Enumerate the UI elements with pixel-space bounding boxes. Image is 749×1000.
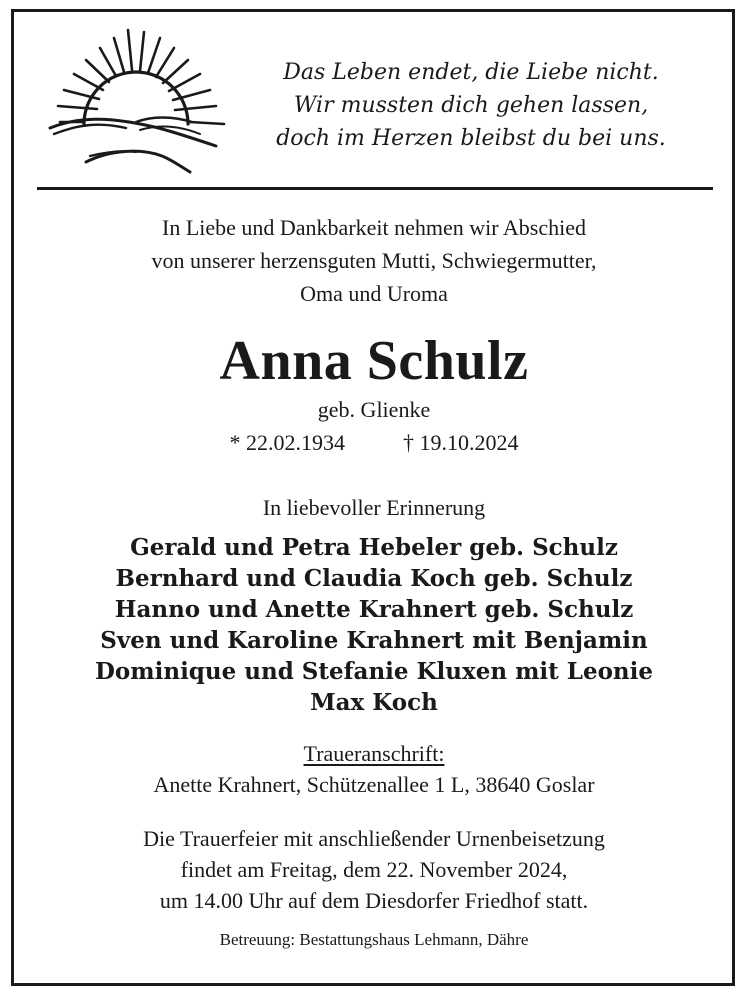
sunset-icon: [40, 24, 232, 176]
ceremony-line: Die Trauerfeier mit anschließender Urnenbeisetzung: [143, 826, 605, 851]
mourning-address: Anette Krahnert, Schützenallee 1 L, 38640 Goslar: [153, 772, 595, 797]
mourner-entry: Max Koch: [310, 689, 438, 716]
motto-line: Wir mussten dich gehen lassen,: [293, 93, 649, 118]
mourner-entry: Hanno und Anette Krahnert geb. Schulz: [114, 596, 634, 623]
funeral-home-credit: Betreuung: Bestattungshaus Lehmann, Dähre: [219, 930, 529, 949]
mourners-list: [20, 532, 728, 718]
birth-date: * 22.02.1934: [229, 430, 345, 455]
death-date: † 19.10.2024: [403, 430, 519, 455]
motto-line: doch im Herzen bleibst du bei uns.: [276, 126, 666, 151]
deceased-name: Anna Schulz: [219, 330, 529, 392]
intro-line: von unserer herzensguten Mutti, Schwiegermutter,: [151, 248, 597, 273]
ceremony-info: [20, 823, 728, 916]
intro-line: Oma und Uroma: [300, 281, 448, 306]
mourner-entry: Bernhard und Claudia Koch geb. Schulz: [115, 565, 633, 592]
address-heading: [20, 740, 728, 768]
intro-text: [20, 211, 728, 310]
mourner-entry: Sven und Karoline Krahnert mit Benjamin: [100, 627, 648, 654]
life-dates: [20, 428, 728, 458]
address-label: Traueranschrift:: [303, 741, 445, 766]
intro-line: In Liebe und Dankbarkeit nehmen wir Abschied: [162, 215, 586, 240]
divider-rule: [37, 187, 713, 190]
ceremony-line: findet am Freitag, dem 22. November 2024,: [180, 857, 568, 882]
ceremony-line: um 14.00 Uhr auf dem Diesdorfer Friedhof statt.: [159, 888, 589, 913]
motto-verse: [236, 56, 706, 155]
mourner-entry: Dominique und Stefanie Kluxen mit Leonie: [94, 658, 654, 685]
mourner-entry: Gerald und Petra Hebeler geb. Schulz: [130, 534, 618, 561]
maiden-name: geb. Glienke: [317, 397, 431, 422]
memory-line: In liebevoller Erinnerung: [262, 495, 486, 520]
motto-line: Das Leben endet, die Liebe nicht.: [283, 60, 659, 85]
